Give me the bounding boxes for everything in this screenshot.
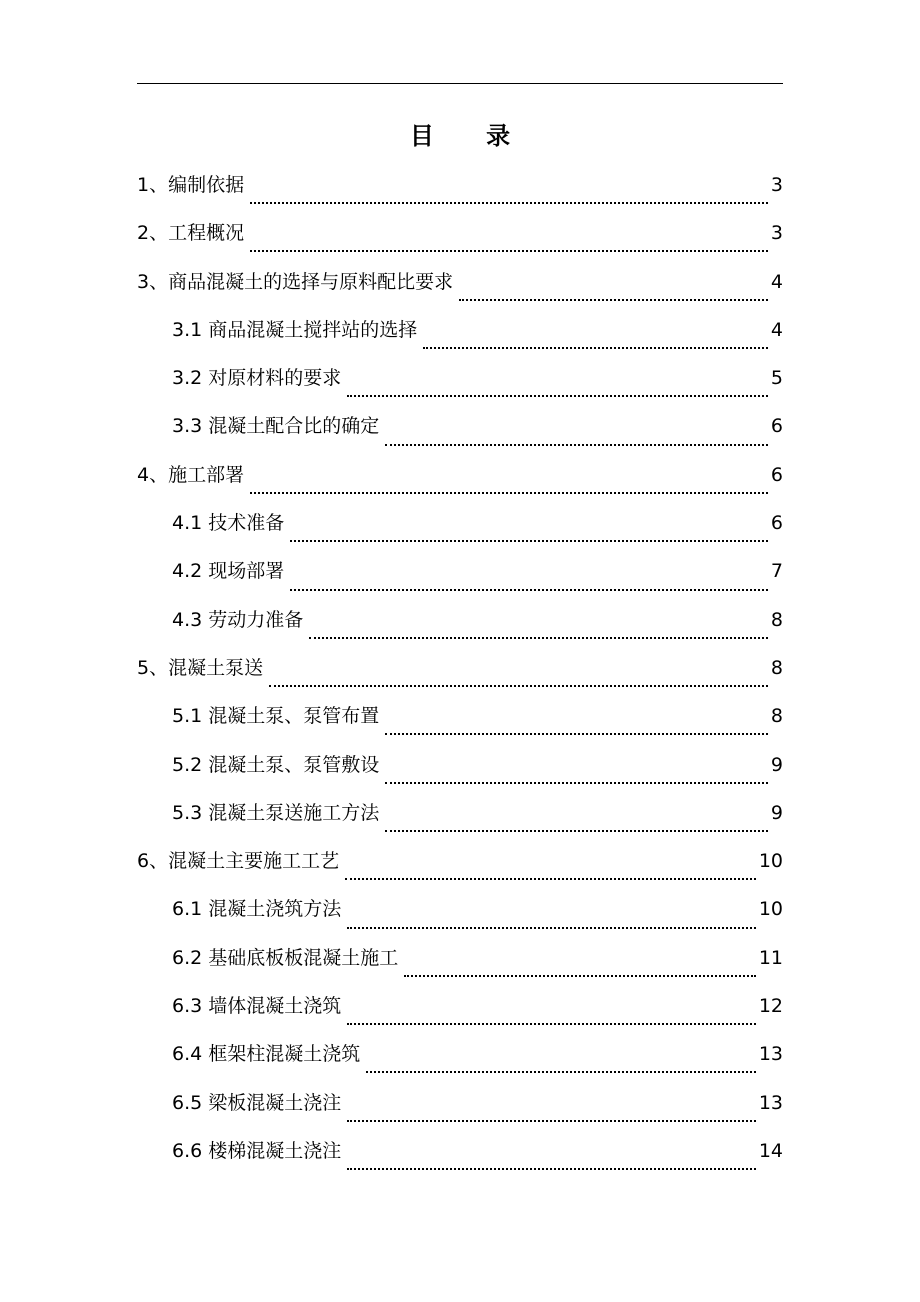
toc-entry[interactable]	[137, 505, 783, 553]
toc-page-number: 13	[758, 1091, 783, 1114]
toc-leader-dots	[385, 810, 768, 832]
toc-entry[interactable]	[137, 553, 783, 601]
toc-entry[interactable]	[137, 843, 783, 891]
toc-entry[interactable]	[137, 602, 783, 650]
toc-page-number: 8	[770, 705, 783, 728]
toc-page-number: 9	[770, 753, 783, 776]
toc-entry-text: 4.2 现场部署	[172, 560, 285, 583]
toc-leader-dots	[347, 1100, 756, 1122]
toc-entry[interactable]	[137, 891, 783, 939]
toc-leader-dots	[250, 472, 768, 494]
toc-leader-dots	[423, 327, 768, 349]
toc-title: 目 录	[409, 122, 533, 150]
toc-page-number: 5	[770, 367, 783, 390]
toc-entry-text: 5.2 混凝土泵、泵管敷设	[172, 753, 380, 776]
toc-leader-dots	[347, 1148, 756, 1170]
toc-leader-dots	[385, 762, 768, 784]
toc-entry[interactable]	[137, 795, 783, 843]
toc-page-number: 3	[770, 222, 783, 245]
toc-entry-text: 3.1 商品混凝土搅拌站的选择	[172, 318, 418, 341]
toc-leader-dots	[250, 230, 768, 252]
toc-page-number: 10	[758, 850, 783, 873]
toc-entry[interactable]	[137, 167, 783, 215]
toc-leader-dots	[269, 665, 768, 687]
toc-page-number: 13	[758, 1043, 783, 1066]
toc-page-number: 14	[758, 1139, 783, 1162]
toc-page-number: 7	[770, 560, 783, 583]
toc-entry[interactable]	[137, 264, 783, 312]
toc-page-number: 4	[770, 270, 783, 293]
toc-leader-dots	[309, 617, 768, 639]
toc-entry[interactable]	[137, 988, 783, 1036]
toc-page-number: 6	[770, 415, 783, 438]
toc-leader-dots	[347, 907, 756, 929]
toc-entry[interactable]	[137, 215, 783, 263]
toc-entry-text: 3.3 混凝土配合比的确定	[172, 415, 380, 438]
toc-entry-text: 2、工程概况	[137, 222, 245, 245]
toc-leader-dots	[366, 1051, 756, 1073]
toc-leader-dots	[385, 713, 768, 735]
toc-entry-text: 6.6 楼梯混凝土浇注	[172, 1139, 342, 1162]
toc-page-number: 9	[770, 801, 783, 824]
toc-page-number: 11	[758, 946, 783, 969]
toc-entry[interactable]	[137, 940, 783, 988]
toc-entry-text: 4.3 劳动力准备	[172, 608, 304, 631]
toc-leader-dots	[347, 1003, 756, 1025]
toc-entry-text: 5.3 混凝土泵送施工方法	[172, 801, 380, 824]
toc-entry-text: 4、施工部署	[137, 463, 245, 486]
toc-leader-dots	[347, 375, 768, 397]
toc-entry[interactable]	[137, 747, 783, 795]
toc-entry-text: 3、商品混凝土的选择与原料配比要求	[137, 270, 454, 293]
toc-page-number: 4	[770, 318, 783, 341]
toc-entry-text: 5.1 混凝土泵、泵管布置	[172, 705, 380, 728]
toc-leader-dots	[404, 955, 756, 977]
toc-entry[interactable]	[137, 698, 783, 746]
toc-entry-text: 6.3 墙体混凝土浇筑	[172, 995, 342, 1018]
toc-entry[interactable]	[137, 650, 783, 698]
toc-leader-dots	[290, 520, 768, 542]
toc-leader-dots	[250, 182, 768, 204]
toc-entry[interactable]	[137, 360, 783, 408]
toc-entry-text: 3.2 对原材料的要求	[172, 367, 342, 390]
toc-page-number: 8	[770, 656, 783, 679]
toc-page-number: 8	[770, 608, 783, 631]
header-rule	[137, 83, 783, 84]
toc-entry-text: 6.2 基础底板板混凝土施工	[172, 946, 399, 969]
toc-entry-text: 6.1 混凝土浇筑方法	[172, 898, 342, 921]
toc-entry[interactable]	[137, 312, 783, 360]
toc-entry[interactable]	[137, 457, 783, 505]
toc-leader-dots	[345, 858, 756, 880]
toc-page-number: 6	[770, 512, 783, 535]
toc-leader-dots	[459, 279, 768, 301]
toc-entry-text: 4.1 技术准备	[172, 512, 285, 535]
toc-page-number: 3	[770, 174, 783, 196]
toc-entry-text: 5、混凝土泵送	[137, 656, 264, 679]
toc-entry[interactable]	[137, 1036, 783, 1084]
toc-page-number: 6	[770, 463, 783, 486]
toc-entry[interactable]	[137, 1133, 783, 1181]
toc-entry[interactable]	[137, 408, 783, 456]
table-of-contents	[137, 167, 783, 1181]
toc-entry-text: 6.4 框架柱混凝土浇筑	[172, 1043, 361, 1066]
toc-entry-text: 6、混凝土主要施工工艺	[137, 850, 340, 873]
toc-entry-text: 1、编制依据	[137, 174, 245, 196]
toc-leader-dots	[385, 424, 768, 446]
toc-entry[interactable]	[137, 1085, 783, 1133]
toc-page-number: 12	[758, 995, 783, 1018]
toc-page-number: 10	[758, 898, 783, 921]
toc-leader-dots	[290, 569, 768, 591]
toc-entry-text: 6.5 梁板混凝土浇注	[172, 1091, 342, 1114]
